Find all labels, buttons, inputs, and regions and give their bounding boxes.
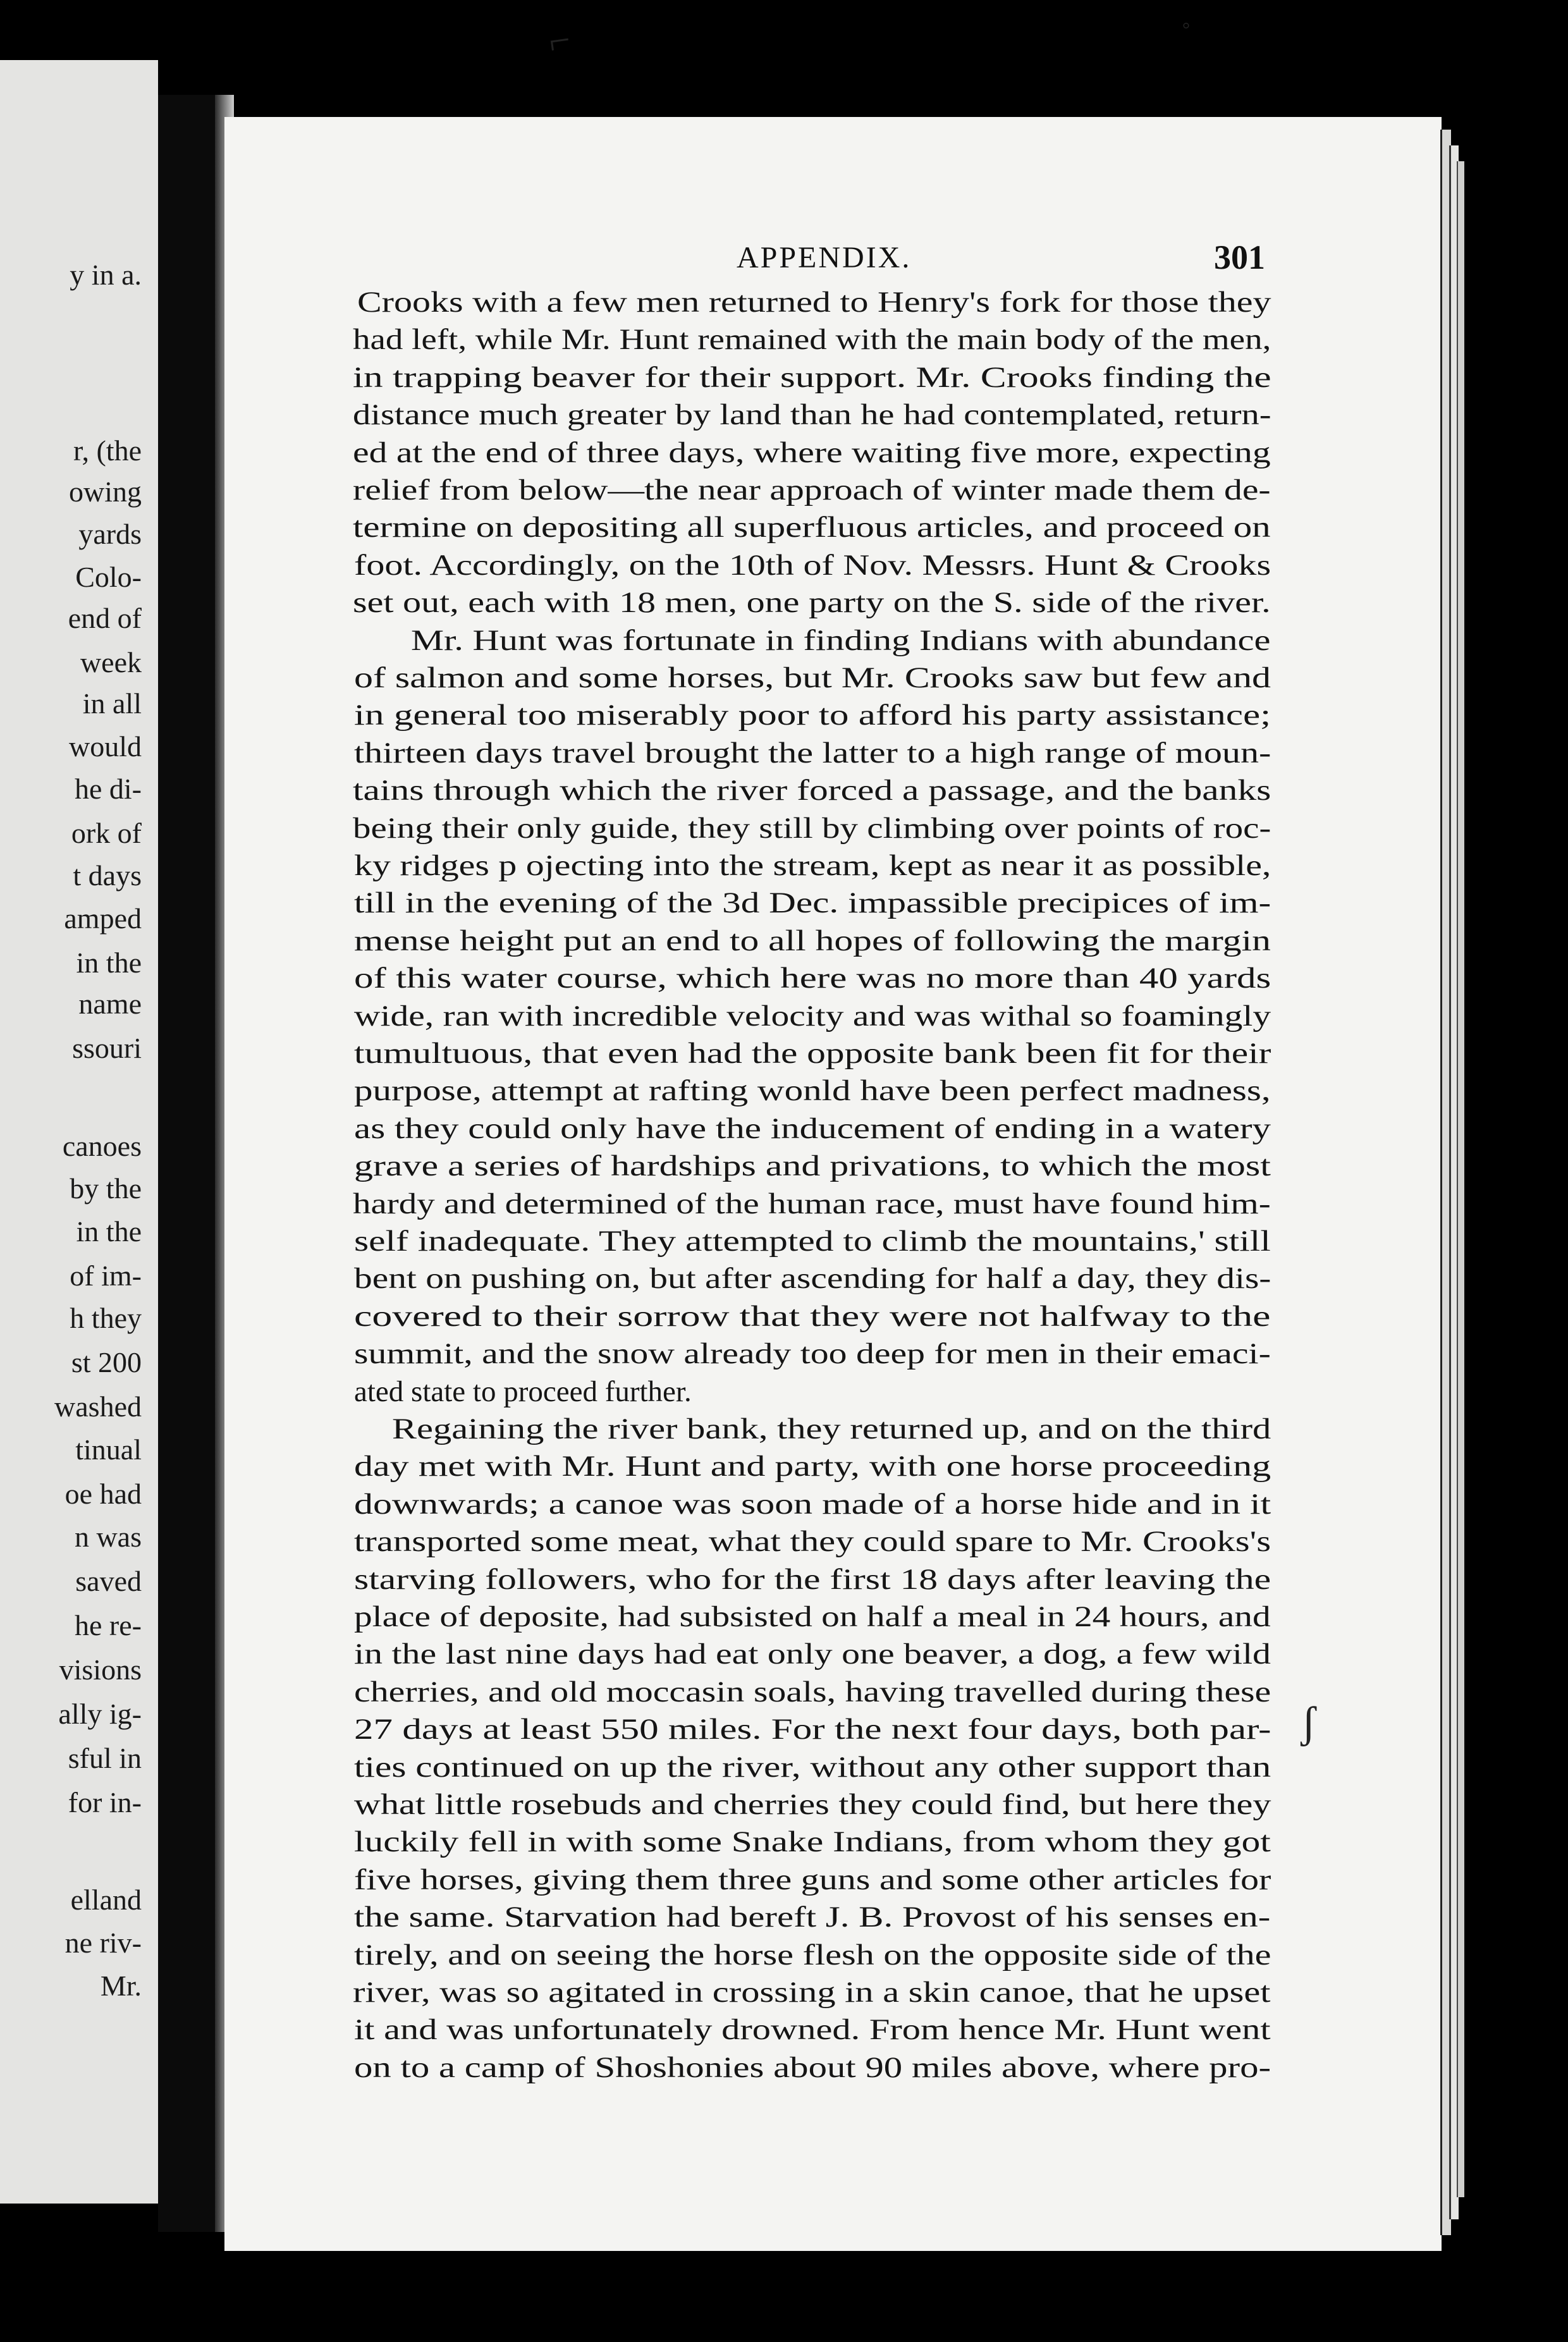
text-line: starving followers, who for the first 18 days after leaving the: [354, 1562, 1271, 1596]
text-line: ed at the end of three days, where waiting five more, expecting: [353, 436, 1271, 469]
running-head: APPENDIX.: [737, 241, 912, 274]
ink-mark: °: [1182, 19, 1190, 40]
text-line: the same. Starvation had bereft J. B. Provost of his senses en-: [354, 1901, 1271, 1934]
facing-page-line: y in a.: [70, 259, 142, 291]
ink-mark: ⌐: [546, 18, 573, 63]
facing-page-line: week: [80, 646, 142, 678]
facing-page-line: Colo-: [75, 561, 142, 593]
text-line: in general too miserably poor to afford his party assistance;: [354, 699, 1271, 732]
facing-page-line: canoes: [62, 1130, 142, 1162]
text-line: tumultuous, that even had the opposite bank been fit for their: [354, 1037, 1271, 1070]
page-number: 301: [1214, 238, 1265, 276]
book-gutter: [158, 95, 215, 2232]
facing-page-line: oe had: [64, 1478, 142, 1510]
text-line: thirteen days travel brought the latter to a high range of moun-: [354, 736, 1271, 769]
text-line: ties continued on up the river, without any other support than: [354, 1750, 1271, 1784]
text-line: in trapping beaver for their support. Mr. Crooks finding the: [353, 360, 1271, 394]
facing-page-line: Mr.: [100, 1970, 142, 2002]
facing-page-line: saved: [75, 1565, 142, 1597]
page-edge: [1457, 161, 1464, 2197]
text-line: Mr. Hunt was fortunate in finding Indians with abundance: [411, 623, 1271, 657]
text-line: hardy and determined of the human race, must have found him-: [353, 1187, 1271, 1220]
facing-page-line: ssouri: [72, 1032, 142, 1064]
facing-page-line: would: [69, 730, 142, 763]
text-line: tains through which the river forced a passage, and the banks: [353, 774, 1271, 807]
pencil-mark: ʃ: [1301, 1698, 1316, 1747]
facing-page-line: st 200: [71, 1346, 142, 1378]
text-line: of salmon and some horses, but Mr. Crooks saw but few and: [354, 661, 1271, 694]
facing-page-line: visions: [59, 1653, 142, 1686]
facing-page-line: ne riv-: [64, 1927, 142, 1959]
facing-page-line: he re-: [75, 1609, 142, 1641]
text-line: set out, each with 18 men, one party on the S. side of the river.: [353, 586, 1271, 620]
text-line: downwards; a canoe was soon made of a horse hide and in it: [354, 1487, 1271, 1521]
facing-page-line: elland: [70, 1884, 142, 1916]
text-line: termine on depositing all superfluous articles, and proceed on: [353, 511, 1271, 544]
facing-page-line: by the: [70, 1172, 142, 1205]
facing-page-line: in the: [76, 1215, 142, 1248]
facing-page: [0, 60, 158, 2204]
text-line: ky ridges p ojecting into the stream, kept as near it as possible,: [354, 849, 1271, 882]
facing-page-line: ally ig-: [58, 1698, 142, 1730]
facing-page-line: he di-: [74, 773, 142, 805]
text-line: grave a series of hardships and privations, to which the most: [354, 1150, 1271, 1183]
text-line: had left, while Mr. Hunt remained with the main body of the men,: [353, 323, 1271, 357]
text-line: distance much greater by land than he had contemplated, return-: [353, 398, 1271, 432]
text-line: till in the evening of the 3d Dec. impassible precipices of im-: [354, 886, 1271, 920]
facing-page-line: of im-: [70, 1260, 142, 1292]
text-line: self inadequate. They attempted to climb the mountains,' still: [354, 1225, 1271, 1258]
facing-page-line: amped: [64, 902, 142, 935]
text-line: river, was so agitated in crossing in a skin canoe, that he upset: [353, 1976, 1271, 2009]
text-line: of this water course, which here was no more than 40 yards: [354, 962, 1271, 995]
text-line: summit, and the snow already too deep for men in their emaci-: [354, 1337, 1271, 1371]
text-line: day met with Mr. Hunt and party, with one horse proceeding: [354, 1450, 1271, 1483]
facing-page-line: h they: [70, 1302, 142, 1334]
facing-page-line: for in-: [68, 1786, 142, 1818]
facing-page-line: r, (the: [73, 434, 142, 467]
text-line: 27 days at least 550 miles. For the next four days, both par-: [354, 1713, 1271, 1746]
facing-page-line: washed: [54, 1390, 142, 1423]
text-line: cherries, and old moccasin soals, having travelled during these: [354, 1675, 1271, 1708]
text-line: in the last nine days had eat only one beaver, a dog, a few wild: [354, 1638, 1271, 1671]
text-line: five horses, giving them three guns and some other articles for: [354, 1863, 1271, 1896]
text-line: foot. Accordingly, on the 10th of Nov. Messrs. Hunt & Crooks: [354, 548, 1271, 582]
text-line: tirely, and on seeing the horse flesh on the opposite side of the: [354, 1938, 1271, 1971]
text-line: it and was unfortunately drowned. From hence Mr. Hunt went: [354, 2013, 1271, 2047]
text-line: Regaining the river bank, they returned up, and on the third: [392, 1413, 1271, 1445]
text-line: relief from below—the near approach of winter made them de-: [353, 474, 1271, 506]
facing-page-line: in the: [76, 947, 142, 979]
text-line: place of deposite, had subsisted on half a meal in 24 hours, and: [354, 1600, 1271, 1633]
text-line: bent on pushing on, but after ascending for half a day, they dis-: [354, 1262, 1271, 1296]
text-line: what little rosebuds and cherries they could find, but here they: [354, 1788, 1271, 1821]
facing-page-line: t days: [73, 859, 142, 892]
facing-page-line: sful in: [68, 1742, 142, 1774]
text-line: Crooks with a few men returned to Henry's fork for those they: [357, 286, 1271, 319]
facing-page-line: tinual: [75, 1433, 142, 1466]
text-line: being their only guide, they still by climbing over points of roc-: [353, 811, 1271, 845]
text-line: mense height put an end to all hopes of following the margin: [354, 924, 1271, 957]
text-line: wide, ran with incredible velocity and was withal so foamingly: [354, 999, 1271, 1033]
text-line: purpose, attempt at rafting wonld have been perfect madness,: [354, 1074, 1271, 1108]
text-line: on to a camp of Shoshonies about 90 miles above, where pro-: [354, 2051, 1271, 2084]
facing-page-line: name: [78, 988, 142, 1020]
facing-page-line: n was: [74, 1521, 142, 1553]
facing-page-line: ork of: [71, 817, 142, 849]
facing-page-line: end of: [68, 602, 142, 634]
text-line: ated state to proceed further.: [354, 1375, 692, 1408]
text-line: covered to their sorrow that they were not halfway to the: [354, 1299, 1271, 1333]
facing-page-line: yards: [78, 518, 142, 550]
text-line: as they could only have the inducement of ending in a watery: [354, 1112, 1271, 1145]
text-line: luckily fell in with some Snake Indians, from whom they got: [354, 1825, 1271, 1859]
facing-page-line: owing: [69, 475, 142, 508]
text-line: transported some meat, what they could spare to Mr. Crooks's: [354, 1525, 1271, 1559]
facing-page-line: in all: [82, 687, 142, 720]
